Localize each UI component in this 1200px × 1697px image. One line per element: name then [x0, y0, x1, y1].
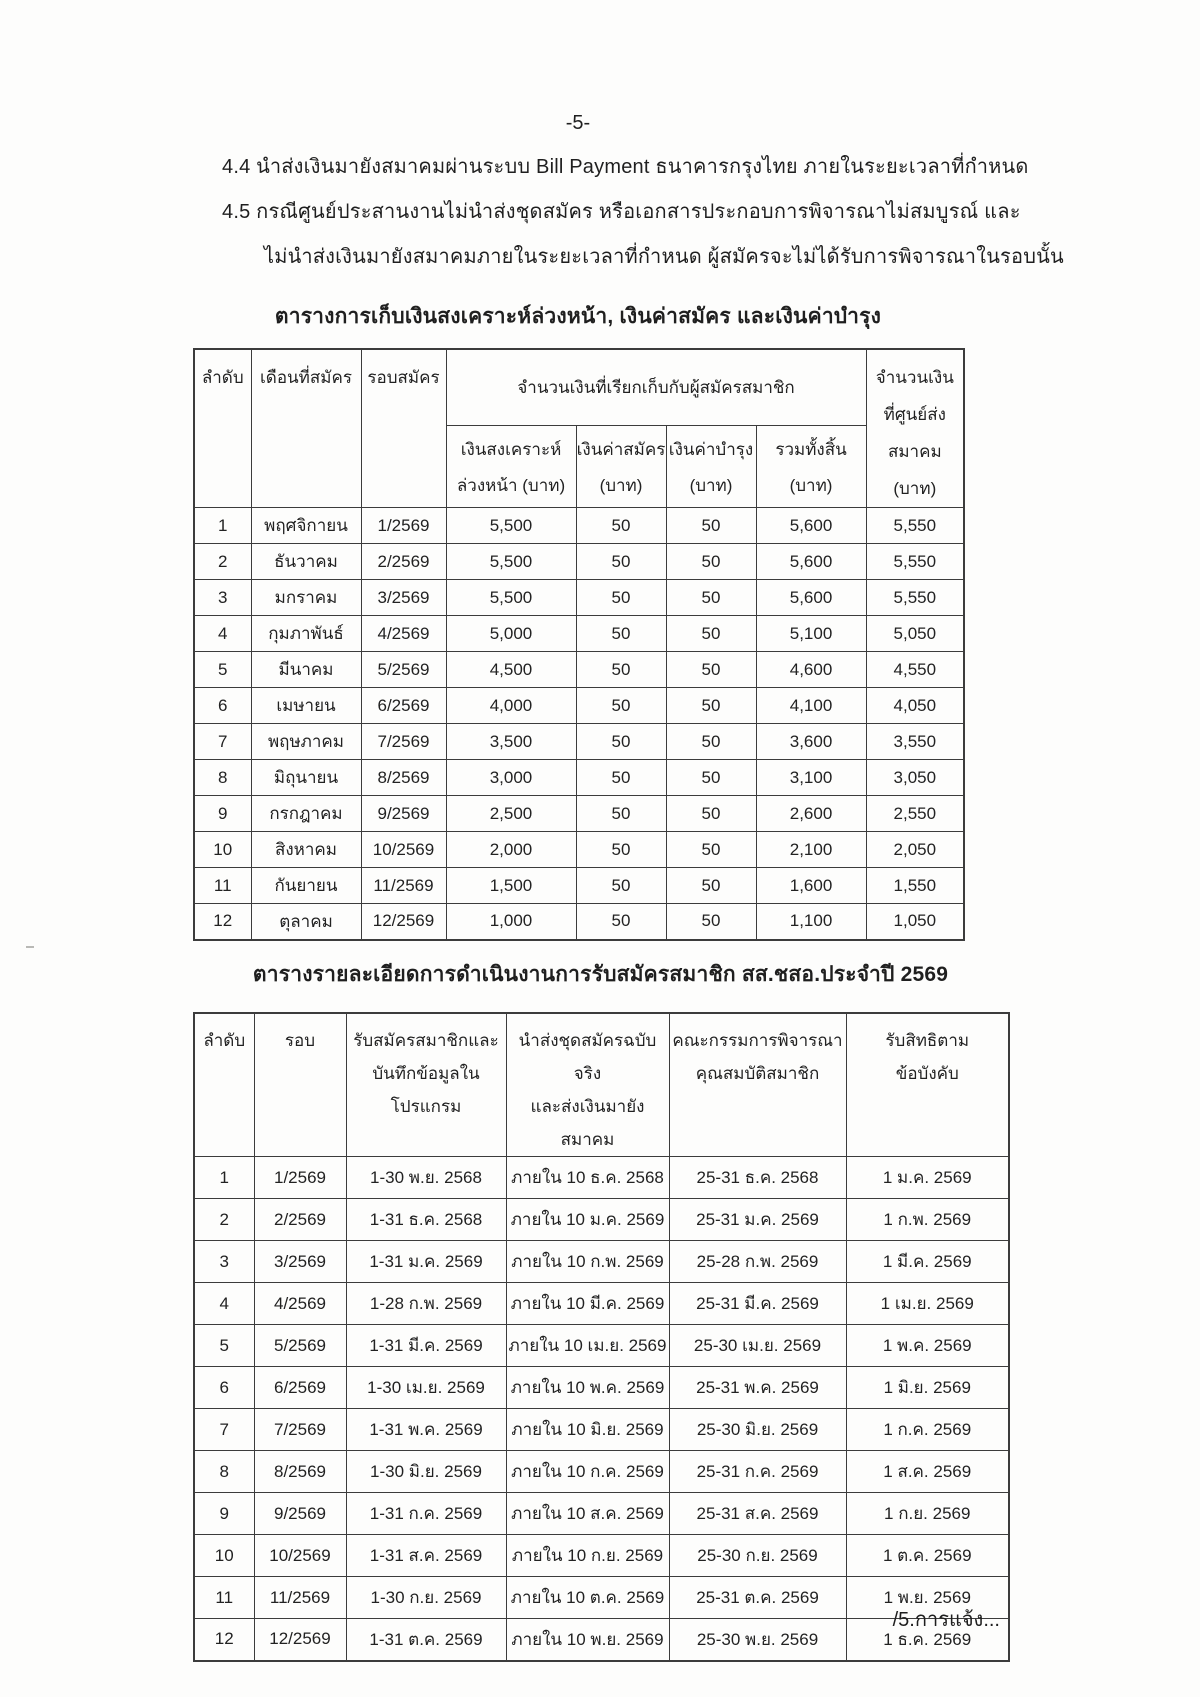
table-cell: 11 [194, 1577, 254, 1619]
table-cell: ภายใน 10 เม.ย. 2569 [506, 1325, 669, 1367]
table-cell: 4,600 [756, 652, 866, 688]
table-cell: 25-30 พ.ย. 2569 [669, 1619, 846, 1661]
page-continuation-note: /5.การแจ้ง... [892, 1609, 1000, 1631]
table-cell: ภายใน 10 ธ.ค. 2568 [506, 1157, 669, 1199]
table-cell: 50 [666, 508, 756, 544]
table2-header-submit-line1: นำส่งชุดสมัครฉบับจริง [518, 1031, 657, 1083]
table-cell: 50 [576, 580, 666, 616]
table-cell: 2/2569 [361, 544, 446, 580]
table1-header-advance [446, 426, 576, 508]
table-row [194, 1325, 1009, 1367]
fee-collection-table [193, 348, 965, 941]
table-cell: 3,100 [756, 760, 866, 796]
table-cell: 8/2569 [254, 1451, 346, 1493]
table-row [194, 1409, 1009, 1451]
table-cell: 1,550 [866, 868, 964, 904]
table-cell: 4/2569 [361, 616, 446, 652]
table-cell: 1-31 มี.ค. 2569 [346, 1325, 506, 1367]
table1-title: ตารางการเก็บเงินสงเคราะห์ล่วงหน้า, เงินค่าสมัคร และเงินค่าบำรุง [274, 305, 882, 328]
table-row [194, 580, 964, 616]
table-cell: 2,550 [866, 796, 964, 832]
table-cell: 6/2569 [361, 688, 446, 724]
table1-header-maintenance-line2: (บาท) [689, 476, 733, 496]
table-cell: 1 ม.ค. 2569 [846, 1157, 1009, 1199]
table2-header-rights-line2: ข้อบังคับ [895, 1064, 959, 1083]
table-cell: 2,500 [446, 796, 576, 832]
table-row [194, 796, 964, 832]
table2-body [194, 1157, 1009, 1661]
table-cell: 5,050 [866, 616, 964, 652]
table-cell: 1-31 ต.ค. 2569 [346, 1619, 506, 1661]
table1-header-month: เดือนที่สมัคร [251, 349, 361, 508]
table2-header-committee-line2: คุณสมบัติสมาชิก [695, 1064, 820, 1083]
table-cell: 5,550 [866, 508, 964, 544]
table-row [194, 1577, 1009, 1619]
table-cell: 50 [576, 724, 666, 760]
table-row [194, 1241, 1009, 1283]
table1-header-maintenance [666, 426, 756, 508]
table-cell: 50 [576, 508, 666, 544]
table-cell: 9/2569 [361, 796, 446, 832]
table-cell: ภายใน 10 ม.ค. 2569 [506, 1199, 669, 1241]
table2-head [194, 1013, 1009, 1157]
table-cell: 1 ก.ย. 2569 [846, 1493, 1009, 1535]
table-cell: 1,500 [446, 868, 576, 904]
table-cell: 1-31 ก.ค. 2569 [346, 1493, 506, 1535]
table-cell: พฤษภาคม [251, 724, 361, 760]
table-cell: 6/2569 [254, 1367, 346, 1409]
table-row [194, 688, 964, 724]
table-cell: ภายใน 10 มิ.ย. 2569 [506, 1409, 669, 1451]
table-cell: 25-31 พ.ค. 2569 [669, 1367, 846, 1409]
table-cell: 25-31 ต.ค. 2569 [669, 1577, 846, 1619]
table-cell: 1-31 ม.ค. 2569 [346, 1241, 506, 1283]
table2-header-no: ลำดับ [194, 1013, 254, 1157]
table-cell: 5,500 [446, 508, 576, 544]
table-cell: มกราคม [251, 580, 361, 616]
table-cell: 2,000 [446, 832, 576, 868]
table-cell: 50 [666, 760, 756, 796]
table-cell: 10 [194, 832, 251, 868]
table-cell: 1/2569 [361, 508, 446, 544]
table-cell: 2,600 [756, 796, 866, 832]
table-cell: 50 [576, 796, 666, 832]
table-cell: 11/2569 [254, 1577, 346, 1619]
table-cell: 12/2569 [254, 1619, 346, 1661]
table-cell: 50 [576, 616, 666, 652]
table-cell: 50 [666, 580, 756, 616]
table1-header-total-line2: (บาท) [789, 476, 833, 496]
table-cell: 4,050 [866, 688, 964, 724]
table1-header-round: รอบสมัคร [361, 349, 446, 508]
table-cell: เมษายน [251, 688, 361, 724]
table-cell: 50 [666, 544, 756, 580]
table-cell: กุมภาพันธ์ [251, 616, 361, 652]
table-cell: 4,100 [756, 688, 866, 724]
table2-header-submit [506, 1013, 669, 1157]
table1-header-fee [576, 426, 666, 508]
table-cell: 5/2569 [361, 652, 446, 688]
table-cell: 7/2569 [254, 1409, 346, 1451]
table-cell: ภายใน 10 พ.ย. 2569 [506, 1619, 669, 1661]
table-cell: 3,500 [446, 724, 576, 760]
table-cell: 1-31 ธ.ค. 2568 [346, 1199, 506, 1241]
table-row [194, 652, 964, 688]
table-cell: 25-31 มี.ค. 2569 [669, 1283, 846, 1325]
table-cell: 12 [194, 1619, 254, 1661]
table-cell: 7 [194, 724, 251, 760]
table-cell: ภายใน 10 ก.ย. 2569 [506, 1535, 669, 1577]
table-cell: 25-31 ธ.ค. 2568 [669, 1157, 846, 1199]
table-cell: ภายใน 10 ต.ค. 2569 [506, 1577, 669, 1619]
table-cell: 25-30 มิ.ย. 2569 [669, 1409, 846, 1451]
table-row [194, 1535, 1009, 1577]
table-cell: 11 [194, 868, 251, 904]
table1-header-fee-line2: (บาท) [599, 476, 643, 496]
paragraph-4-4: 4.4 นำส่งเงินมายังสมาคมผ่านระบบ Bill Payment ธนาคารกรุงไทย ภายในระยะเวลาที่กำหนด [222, 156, 1029, 178]
table-cell: 1 พ.ค. 2569 [846, 1325, 1009, 1367]
table-row [194, 1367, 1009, 1409]
table-cell: 50 [666, 868, 756, 904]
table-cell: 5,550 [866, 544, 964, 580]
table-cell: 4,000 [446, 688, 576, 724]
table-row [194, 1283, 1009, 1325]
table-cell: พฤศจิกายน [251, 508, 361, 544]
table-cell: 3/2569 [361, 580, 446, 616]
table-cell: 7/2569 [361, 724, 446, 760]
table-cell: 4 [194, 1283, 254, 1325]
table-row [194, 1199, 1009, 1241]
table-cell: 1 ก.พ. 2569 [846, 1199, 1009, 1241]
table-cell: 5,600 [756, 508, 866, 544]
table-cell: 1 พ.ย. 2569 [846, 1577, 1009, 1619]
table1-body [194, 508, 964, 940]
table2-header-rights-line1: รับสิทธิตาม [885, 1031, 970, 1050]
table-cell: 6 [194, 688, 251, 724]
table-cell: ภายใน 10 ก.พ. 2569 [506, 1241, 669, 1283]
application-schedule-table [193, 1012, 1010, 1662]
table-cell: 1 [194, 1157, 254, 1199]
table-cell: 3 [194, 580, 251, 616]
table-cell: 4/2569 [254, 1283, 346, 1325]
table-cell: 50 [666, 832, 756, 868]
table-cell: 5,500 [446, 580, 576, 616]
table-row [194, 1493, 1009, 1535]
table-cell: 10/2569 [361, 832, 446, 868]
table-cell: 50 [666, 616, 756, 652]
table-cell: 9/2569 [254, 1493, 346, 1535]
table1-header-fee-line1: เงินค่าสมัคร [576, 440, 666, 460]
table-row [194, 616, 964, 652]
table1-header-no: ลำดับ [194, 349, 251, 508]
table-cell: 3,000 [446, 760, 576, 796]
table-cell: 8/2569 [361, 760, 446, 796]
table-cell: 2,100 [756, 832, 866, 868]
table-cell: 1 มี.ค. 2569 [846, 1241, 1009, 1283]
table-cell: 6 [194, 1367, 254, 1409]
table-cell: 11/2569 [361, 868, 446, 904]
table-cell: 4,500 [446, 652, 576, 688]
table-cell: 50 [666, 652, 756, 688]
table1-head [194, 349, 964, 508]
table-cell: มีนาคม [251, 652, 361, 688]
table-cell: 1 [194, 508, 251, 544]
table-cell: 1 เม.ย. 2569 [846, 1283, 1009, 1325]
table-cell: มิถุนายน [251, 760, 361, 796]
table-cell: ธันวาคม [251, 544, 361, 580]
table-row [194, 904, 964, 940]
table-cell: 5 [194, 652, 251, 688]
table-cell: 25-31 ส.ค. 2569 [669, 1493, 846, 1535]
table-cell: 1-30 พ.ย. 2568 [346, 1157, 506, 1199]
table-cell: 1-30 เม.ย. 2569 [346, 1367, 506, 1409]
scan-margin-mark [26, 946, 34, 948]
table-cell: 12 [194, 904, 251, 940]
page-number: -5- [565, 112, 591, 134]
table2-title: ตารางรายละเอียดการดำเนินงานการรับสมัครสมาชิก สส.ชสอ.ประจำปี 2569 [252, 963, 949, 986]
table-cell: 2/2569 [254, 1199, 346, 1241]
table-cell: 8 [194, 760, 251, 796]
paragraph-4-5-line1: 4.5 กรณีศูนย์ประสานงานไม่นำส่งชุดสมัคร หรือเอกสารประกอบการพิจารณาไม่สมบูรณ์ และ [222, 201, 1021, 223]
table-cell: 50 [576, 868, 666, 904]
table-cell: ภายใน 10 ส.ค. 2569 [506, 1493, 669, 1535]
table-cell: 1 มิ.ย. 2569 [846, 1367, 1009, 1409]
table-cell: 50 [666, 796, 756, 832]
table-cell: 25-30 เม.ย. 2569 [669, 1325, 846, 1367]
table-cell: 5,600 [756, 580, 866, 616]
table-cell: สิงหาคม [251, 832, 361, 868]
table-cell: 5,600 [756, 544, 866, 580]
table-cell: 7 [194, 1409, 254, 1451]
table-cell: ภายใน 10 มี.ค. 2569 [506, 1283, 669, 1325]
table-cell: 1,000 [446, 904, 576, 940]
table-cell: 50 [576, 760, 666, 796]
table1-header-advance-line1: เงินสงเคราะห์ [460, 440, 562, 460]
table-cell: 5,550 [866, 580, 964, 616]
table-cell: 3,550 [866, 724, 964, 760]
table-cell: 50 [666, 688, 756, 724]
table2-header-rights [846, 1013, 1009, 1157]
table2-header-round: รอบ [254, 1013, 346, 1157]
table-cell: 1-30 มิ.ย. 2569 [346, 1451, 506, 1493]
table-cell: 1-30 ก.ย. 2569 [346, 1577, 506, 1619]
table-cell: 50 [576, 688, 666, 724]
table-row [194, 868, 964, 904]
table-cell: ภายใน 10 พ.ค. 2569 [506, 1367, 669, 1409]
table-cell: 12/2569 [361, 904, 446, 940]
table1-header-maintenance-line1: เงินค่าบำรุง [668, 440, 754, 460]
table-cell: 1,100 [756, 904, 866, 940]
table-cell: 5,100 [756, 616, 866, 652]
table2-header-committee-line1: คณะกรรมการพิจารณา [672, 1031, 843, 1050]
table-row [194, 544, 964, 580]
table-cell: 50 [576, 652, 666, 688]
table-row [194, 760, 964, 796]
paragraph-4-5-line2: ไม่นำส่งเงินมายังสมาคมภายในระยะเวลาที่กำหนด ผู้สมัครจะไม่ได้รับการพิจารณาในรอบนั้น [264, 246, 1064, 268]
table-row [194, 1619, 1009, 1661]
table-cell: 9 [194, 1493, 254, 1535]
table-cell: 4,550 [866, 652, 964, 688]
table-row [194, 724, 964, 760]
table-row [194, 508, 964, 544]
table-cell: 1,050 [866, 904, 964, 940]
table-cell: 50 [666, 904, 756, 940]
table-cell: 9 [194, 796, 251, 832]
table1-header-amount-group: จำนวนเงินที่เรียกเก็บกับผู้สมัครสมาชิก [446, 349, 866, 426]
table-cell: 5,500 [446, 544, 576, 580]
table-cell: 2,050 [866, 832, 964, 868]
table-cell: กรกฎาคม [251, 796, 361, 832]
table-cell: 25-31 ม.ค. 2569 [669, 1199, 846, 1241]
table-cell: 2 [194, 544, 251, 580]
table-cell: 2 [194, 1199, 254, 1241]
table-cell: 50 [576, 904, 666, 940]
table-cell: 25-30 ก.ย. 2569 [669, 1535, 846, 1577]
table-cell: ตุลาคม [251, 904, 361, 940]
table2-header-apply-line1: รับสมัครสมาชิกและ [353, 1031, 499, 1050]
table-row [194, 832, 964, 868]
table-cell: 10 [194, 1535, 254, 1577]
table1-header-advance-line2: ล่วงหน้า (บาท) [456, 476, 566, 496]
table-cell: 50 [576, 544, 666, 580]
table-row [194, 1451, 1009, 1493]
table-cell: 5 [194, 1325, 254, 1367]
table-cell: 3,600 [756, 724, 866, 760]
table-cell: 3 [194, 1241, 254, 1283]
table-cell: 5,000 [446, 616, 576, 652]
table-cell: 1-31 ส.ค. 2569 [346, 1535, 506, 1577]
table-cell: 50 [576, 832, 666, 868]
table-cell: 1-28 ก.พ. 2569 [346, 1283, 506, 1325]
table-cell: 1 ก.ค. 2569 [846, 1409, 1009, 1451]
table-cell: 10/2569 [254, 1535, 346, 1577]
table1-header-center-amount-line1: จำนวนเงิน [875, 368, 954, 387]
table1-header-center-amount-line3: สมาคม (บาท) [887, 442, 942, 498]
table2-header-committee [669, 1013, 846, 1157]
table2-header-apply [346, 1013, 506, 1157]
table-cell: 25-31 ก.ค. 2569 [669, 1451, 846, 1493]
table-cell: 5/2569 [254, 1325, 346, 1367]
table1-header-total-line1: รวมทั้งสิ้น [775, 440, 847, 460]
table-cell: 1/2569 [254, 1157, 346, 1199]
table-cell: ภายใน 10 ก.ค. 2569 [506, 1451, 669, 1493]
table1-header-center-amount-line2: ที่ศูนย์ส่ง [883, 405, 946, 424]
table-cell: กันยายน [251, 868, 361, 904]
table-cell: 3/2569 [254, 1241, 346, 1283]
table2-header-apply-line2: บันทึกข้อมูลในโปรแกรม [372, 1064, 480, 1116]
table1-header-center-amount [866, 349, 964, 508]
table-cell: 25-28 ก.พ. 2569 [669, 1241, 846, 1283]
table-cell: 1 ต.ค. 2569 [846, 1535, 1009, 1577]
table-cell: 50 [666, 724, 756, 760]
table-cell: 1 ธ.ค. 2569 [846, 1619, 1009, 1661]
table-cell: 1,600 [756, 868, 866, 904]
table-cell: 8 [194, 1451, 254, 1493]
table2-header-submit-line2: และส่งเงินมายังสมาคม [530, 1097, 645, 1149]
table-cell: 1-31 พ.ค. 2569 [346, 1409, 506, 1451]
table-cell: 1 ส.ค. 2569 [846, 1451, 1009, 1493]
table1-header-total [756, 426, 866, 508]
table-cell: 3,050 [866, 760, 964, 796]
table-cell: 4 [194, 616, 251, 652]
table-row [194, 1157, 1009, 1199]
